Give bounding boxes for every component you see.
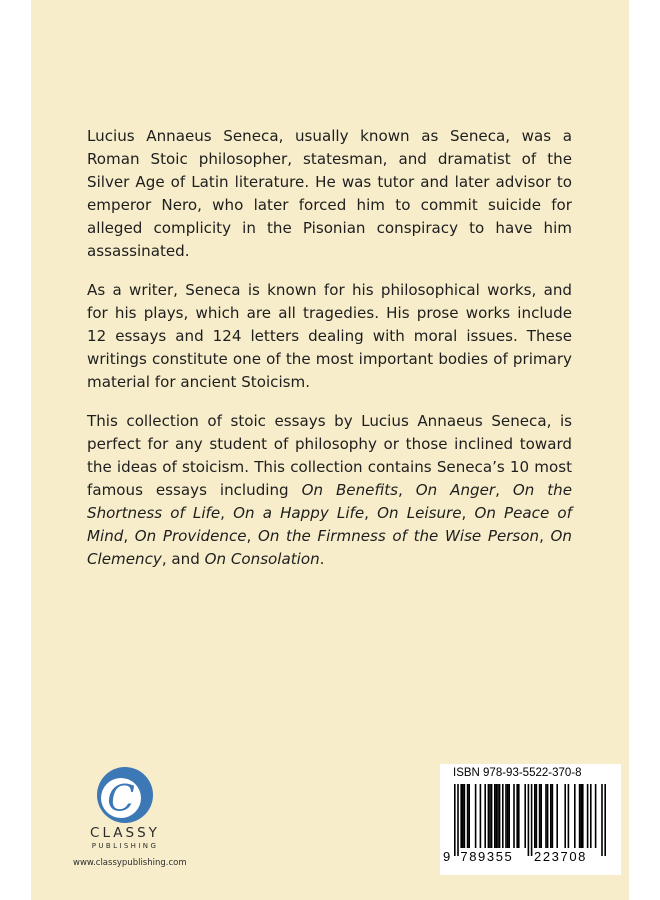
barcode-bar bbox=[499, 784, 501, 848]
barcode-bar bbox=[468, 784, 470, 848]
paragraph-text: Lucius Annaeus Seneca, usually known as Seneca, was a Roman Stoic philosopher, statesman, and dramatist of the Silver Age of Latin literature. He was tutor and later advisor to emperor Nero, who later forced him to commit suicide for alleged complicity in the Pisonian conspiracy to have him assassinated. bbox=[87, 127, 572, 260]
essay-title: On Anger bbox=[415, 481, 496, 499]
barcode-digits-left: 789355 bbox=[460, 849, 514, 864]
barcode-bar bbox=[536, 784, 538, 848]
barcode-bar bbox=[574, 784, 576, 848]
publisher-url: www.classypublishing.com bbox=[73, 858, 187, 868]
book-description bbox=[87, 125, 572, 587]
barcode-digit-prefix: 9 bbox=[443, 849, 452, 864]
barcode-bar bbox=[484, 784, 486, 848]
barcode-bar bbox=[580, 784, 582, 848]
paragraph-text: , bbox=[397, 481, 416, 499]
barcode-bar bbox=[582, 784, 584, 848]
paragraph-text: , bbox=[495, 481, 513, 499]
barcode-bar bbox=[513, 784, 515, 848]
paragraph-text: , and bbox=[161, 550, 205, 568]
essay-title: On a Happy Life bbox=[233, 504, 365, 522]
barcode-bar bbox=[489, 784, 491, 848]
barcode-bar bbox=[564, 784, 566, 848]
essay-title: On Clemency bbox=[87, 527, 572, 568]
barcode-bar bbox=[518, 784, 520, 848]
paragraph-text: This collection of stoic essays by Lucius Annaeus Seneca, is perfect for any student of philosophy or those inclined toward the ideas of stoicism. This collection contains Seneca’s 10 most famous essays including bbox=[87, 412, 572, 499]
essay-title: On Providence bbox=[134, 527, 247, 545]
barcode-bar bbox=[516, 784, 518, 848]
barcode-bar bbox=[545, 784, 547, 848]
barcode-bar bbox=[507, 784, 509, 848]
paragraph-text: As a writer, Seneca is known for his philosophical works, and for his plays, which are all tragedies. His prose works include 12 essays and 124 letters dealing with moral issues. These writings constitute one of the most important bodies of primary material for ancient Stoicism. bbox=[87, 281, 572, 391]
barcode-bar bbox=[550, 784, 552, 848]
classy-c-logo-icon bbox=[95, 765, 155, 825]
paragraph-text: , bbox=[461, 504, 475, 522]
barcode-bar bbox=[604, 784, 606, 856]
essay-title: On the Firmness of the Wise Person bbox=[257, 527, 540, 545]
barcode-bar bbox=[540, 784, 542, 848]
paragraph-text: . bbox=[319, 550, 325, 568]
isbn-barcode bbox=[440, 764, 621, 875]
barcode-bar bbox=[547, 784, 549, 848]
barcode-bar bbox=[590, 784, 592, 848]
publisher-subtitle: PUBLISHING bbox=[91, 842, 159, 850]
barcode-bar bbox=[475, 784, 477, 848]
barcode-bar bbox=[460, 784, 462, 848]
barcode-bar bbox=[508, 784, 510, 848]
description-paragraph bbox=[87, 279, 572, 394]
barcode-bar bbox=[579, 784, 581, 848]
barcode-digits-right: 223708 bbox=[534, 849, 587, 864]
barcode-bar bbox=[531, 784, 533, 856]
barcode-bar bbox=[491, 784, 493, 848]
barcode-bar bbox=[595, 784, 597, 848]
barcode-bar bbox=[497, 784, 499, 848]
paragraph-text: , bbox=[123, 527, 135, 545]
barcode-bar bbox=[587, 784, 589, 848]
description-paragraph bbox=[87, 125, 572, 263]
paragraph-text: , bbox=[364, 504, 378, 522]
barcode-bar bbox=[457, 784, 459, 856]
barcode-bar bbox=[528, 784, 530, 856]
isbn-label: ISBN 978-93-5522-370-8 bbox=[453, 767, 582, 779]
publisher-name: CLASSY bbox=[90, 825, 160, 841]
barcode-bar bbox=[480, 784, 482, 848]
barcode-bar bbox=[496, 784, 498, 848]
barcode-graphic bbox=[440, 764, 621, 875]
paragraph-text: , bbox=[539, 527, 551, 545]
logo-letter: C bbox=[107, 779, 135, 820]
description-paragraph bbox=[87, 410, 572, 571]
paragraph-text: , bbox=[220, 504, 234, 522]
barcode-bar bbox=[462, 784, 464, 848]
barcode-bar bbox=[534, 784, 536, 848]
barcode-bar bbox=[454, 784, 456, 856]
barcode-bar bbox=[552, 784, 554, 848]
essay-title: On the Shortness of Life bbox=[87, 481, 573, 522]
essay-title: On Leisure bbox=[377, 504, 462, 522]
essay-title: On Peace of Mind bbox=[87, 504, 572, 545]
barcode-bar bbox=[524, 784, 526, 848]
barcode-bar bbox=[464, 784, 466, 848]
essay-title: On Benefits bbox=[301, 481, 398, 499]
barcode-bar bbox=[601, 784, 603, 856]
barcode-bar bbox=[494, 784, 496, 848]
barcode-bar bbox=[502, 784, 504, 848]
barcode-bar bbox=[488, 784, 490, 848]
barcode-bar bbox=[467, 784, 469, 848]
barcode-bar bbox=[568, 784, 570, 848]
essay-title: On Consolation bbox=[204, 550, 320, 568]
barcode-bar bbox=[556, 784, 558, 848]
publisher-brand bbox=[70, 825, 180, 851]
barcode-bar bbox=[539, 784, 541, 848]
paragraph-text: , bbox=[246, 527, 258, 545]
barcode-bar bbox=[505, 784, 507, 848]
